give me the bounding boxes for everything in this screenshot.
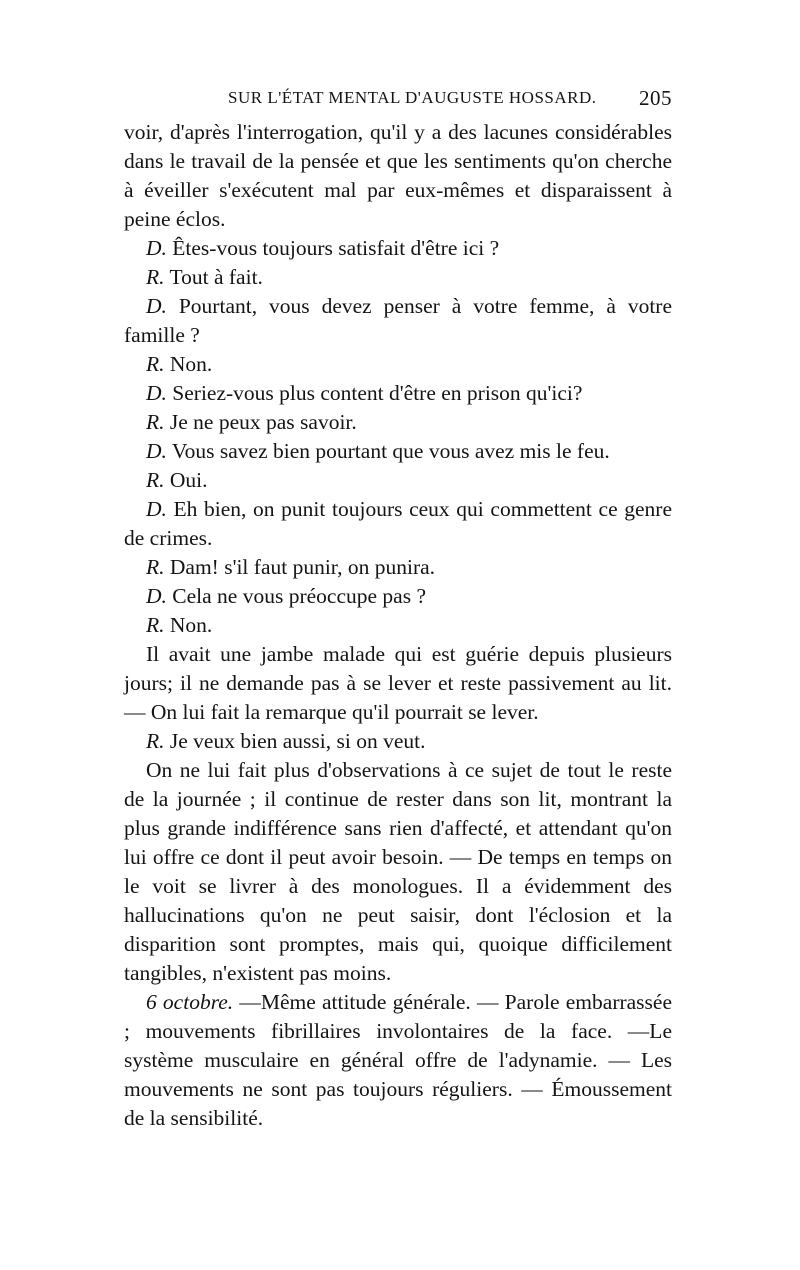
- dialogue-line: R. Dam! s'il faut punir, on punira.: [146, 555, 436, 579]
- dialogue-line: R. Je veux bien aussi, si on veut.: [146, 729, 426, 753]
- dialogue-line: D. Êtes-vous toujours satisfait d'être ici ?: [146, 236, 500, 260]
- entry-date: 6 octobre.: [146, 990, 234, 1014]
- dialogue-line: R. Tout à fait.: [146, 265, 263, 289]
- speaker-label: R.: [146, 352, 165, 376]
- paragraph: Il avait une jambe malade qui est guérie depuis plusieurs jours; il ne demande pas à se lever et reste passivement au lit. — On lui fait la remarque qu'il pourrait se lever.: [124, 642, 672, 724]
- body-text: [124, 118, 672, 1133]
- speaker-label: R.: [146, 555, 165, 579]
- dialogue-line: R. Je ne peux pas savoir.: [146, 410, 357, 434]
- dialogue-line: D. Cela ne vous préoccupe pas ?: [146, 584, 426, 608]
- speaker-label: R.: [146, 729, 165, 753]
- speaker-label: R.: [146, 265, 165, 289]
- speaker-label: D.: [146, 497, 167, 521]
- book-page: [124, 0, 672, 1133]
- speaker-label: D.: [146, 236, 167, 260]
- dialogue-line: D. Vous savez bien pourtant que vous avez mis le feu.: [146, 439, 610, 463]
- speaker-label: R.: [146, 410, 165, 434]
- dated-entry: 6 octobre. —Même attitude générale. — Parole embarrassée ; mouvements fibrillaires involontaires de la face. —Le système musculaire en général offre de l'adynamie. — Les mouvements ne sont pas toujours réguliers. — Émoussement de la sensibilité.: [124, 990, 672, 1130]
- running-title: SUR L'ÉTAT MENTAL D'AUGUSTE HOSSARD.: [228, 88, 597, 107]
- dialogue-line: R. Non.: [146, 613, 213, 637]
- dialogue-line: R. Non.: [146, 352, 213, 376]
- page-number: 205: [639, 86, 672, 110]
- paragraph: On ne lui fait plus d'observations à ce sujet de tout le reste de la journée ; il continue de rester dans son lit, montrant la plus grande indifférence sans rien d'affecté, et attendant qu'on lui offre ce dont il peut avoir besoin. — De temps en temps on le voit se livrer à des monologues. Il a évidemment des hallucinations qu'on ne peut saisir, dont l'éclosion et la disparition sont promptes, mais qui, quoique difficilement tangibles, n'existent pas moins.: [124, 758, 672, 985]
- speaker-label: D.: [146, 381, 167, 405]
- speaker-label: D.: [146, 439, 167, 463]
- speaker-label: D.: [146, 584, 167, 608]
- speaker-label: D.: [146, 294, 167, 318]
- dialogue-line: R. Oui.: [146, 468, 208, 492]
- dialogue-line: D. Eh bien, on punit toujours ceux qui commettent ce genre de crimes.: [124, 497, 672, 550]
- paragraph: voir, d'après l'interrogation, qu'il y a des lacunes considérables dans le travail de la pensée et que les sentiments qu'on cherche à éveiller s'exécutent mal par eux-mêmes et disparaissent à peine éclos.: [124, 120, 672, 231]
- running-header: [124, 88, 672, 114]
- dialogue-line: D. Pourtant, vous devez penser à votre femme, à votre famille ?: [124, 294, 672, 347]
- dialogue-line: D. Seriez-vous plus content d'être en prison qu'ici?: [146, 381, 583, 405]
- speaker-label: R.: [146, 468, 165, 492]
- speaker-label: R.: [146, 613, 165, 637]
